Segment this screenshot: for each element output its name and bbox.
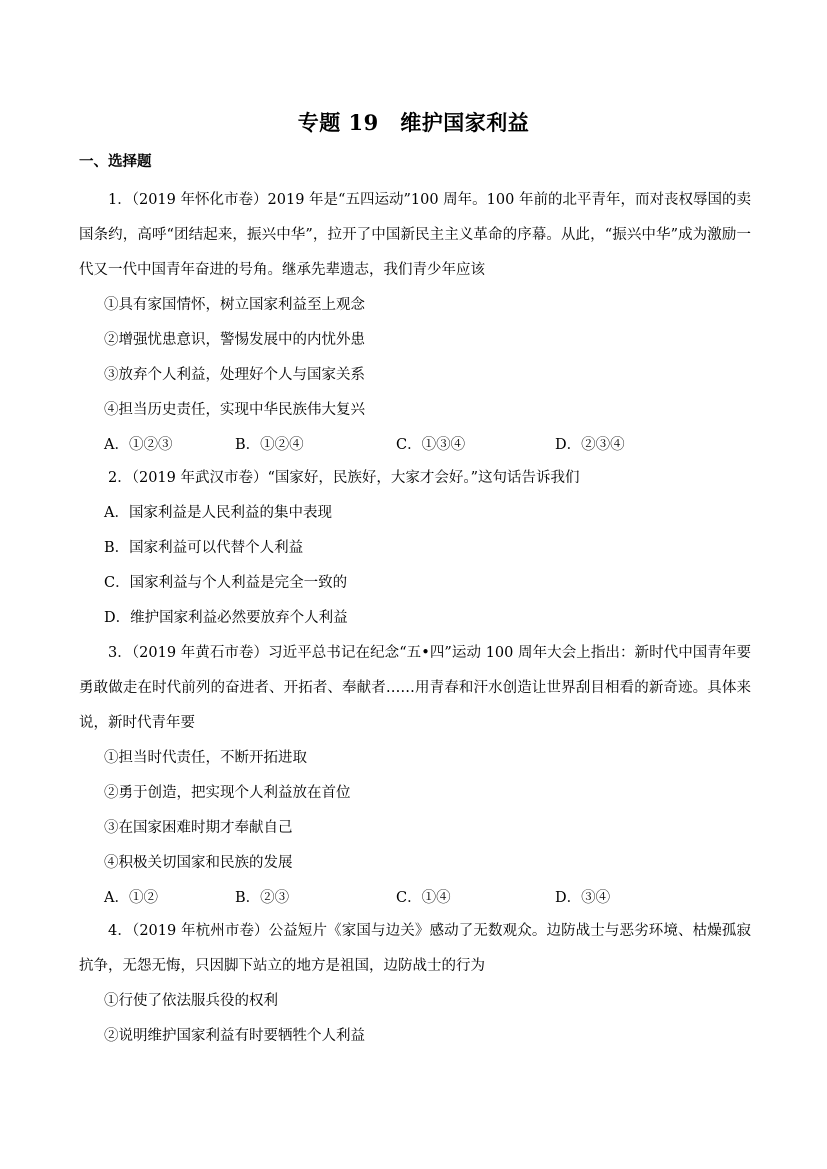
question-1-choice-b[interactable]: B．①②④ xyxy=(235,437,304,453)
question-1-item-1: ①具有家国情怀，树立国家利益至上观念 xyxy=(104,297,365,313)
question-3-item-3: ③在国家困难时期才奉献自己 xyxy=(104,820,293,836)
question-1-choice-d[interactable]: D．②③④ xyxy=(555,437,625,453)
question-3-choice-c[interactable]: C．①④ xyxy=(396,890,451,906)
question-4-item-2: ②说明维护国家利益有时要牺牲个人利益 xyxy=(104,1028,365,1044)
page-title: 专题 19 维护国家利益 xyxy=(297,110,530,135)
section-heading: 一、选择题 xyxy=(79,153,152,170)
question-1-choices xyxy=(79,428,751,463)
question-3-choice-d[interactable]: D．③④ xyxy=(555,890,611,906)
question-1-item-3: ③放弃个人利益，处理好个人与国家关系 xyxy=(104,367,365,383)
question-2 xyxy=(79,461,751,636)
question-4 xyxy=(79,914,751,1054)
question-1-item-2: ②增强忧患意识，警惕发展中的内忧外患 xyxy=(104,332,365,348)
question-4-item-1: ①行使了依法服兵役的权利 xyxy=(104,993,278,1009)
question-3-choice-b[interactable]: B．②③ xyxy=(235,890,290,906)
question-4-stem: 4．（2019 年杭州市卷）公益短片《家国与边关》感动了无数观众。边防战士与恶劣环境、枯燥孤寂抗争，无怨无悔，只因脚下站立的地方是祖国，边防战士的行为 xyxy=(79,923,751,974)
question-2-choice-d[interactable]: D．维护国家利益必然要放弃个人利益 xyxy=(104,610,348,626)
question-2-choice-c[interactable]: C．国家利益与个人利益是完全一致的 xyxy=(104,575,348,591)
question-3 xyxy=(79,636,751,916)
question-1-stem: 1．（2019 年怀化市卷）2019 年是“五四运动”100 周年。100 年前的北平青年，而对丧权辱国的卖国条约，高呼“团结起来，振兴中华”，拉开了中国新民主主义革命的序幕。从此，“振兴中华”成为激励一代又一代中国青年奋进的号角。继承先辈遗志，我们青少年应该 xyxy=(79,192,751,278)
question-3-choice-a[interactable]: A．①② xyxy=(104,890,158,906)
question-3-item-4: ④积极关切国家和民族的发展 xyxy=(104,855,293,871)
question-3-item-2: ②勇于创造，把实现个人利益放在首位 xyxy=(104,785,351,801)
question-1 xyxy=(79,183,751,463)
question-2-stem: 2．（2019 年武汉市卷）“国家好，民族好，大家才会好。”这句话告诉我们 xyxy=(108,470,580,486)
question-3-choices xyxy=(79,881,751,916)
question-1-choice-a[interactable]: A．①②③ xyxy=(104,437,173,453)
question-2-choice-b[interactable]: B．国家利益可以代替个人利益 xyxy=(104,540,304,556)
question-1-choice-c[interactable]: C．①③④ xyxy=(396,437,466,453)
question-1-item-4: ④担当历史责任，实现中华民族伟大复兴 xyxy=(104,402,365,418)
question-3-stem: 3．（2019 年黄石市卷）习近平总书记在纪念“五•四”运动 100 周年大会上指出：新时代中国青年要勇敢做走在时代前列的奋进者、开拓者、奉献者……用青春和汗水创造让世界刮目相看的新奇迹。具体来说，新时代青年要 xyxy=(79,645,751,731)
question-3-item-1: ①担当时代责任，不断开拓进取 xyxy=(104,750,307,766)
question-2-choice-a[interactable]: A．国家利益是人民利益的集中表现 xyxy=(104,505,332,521)
